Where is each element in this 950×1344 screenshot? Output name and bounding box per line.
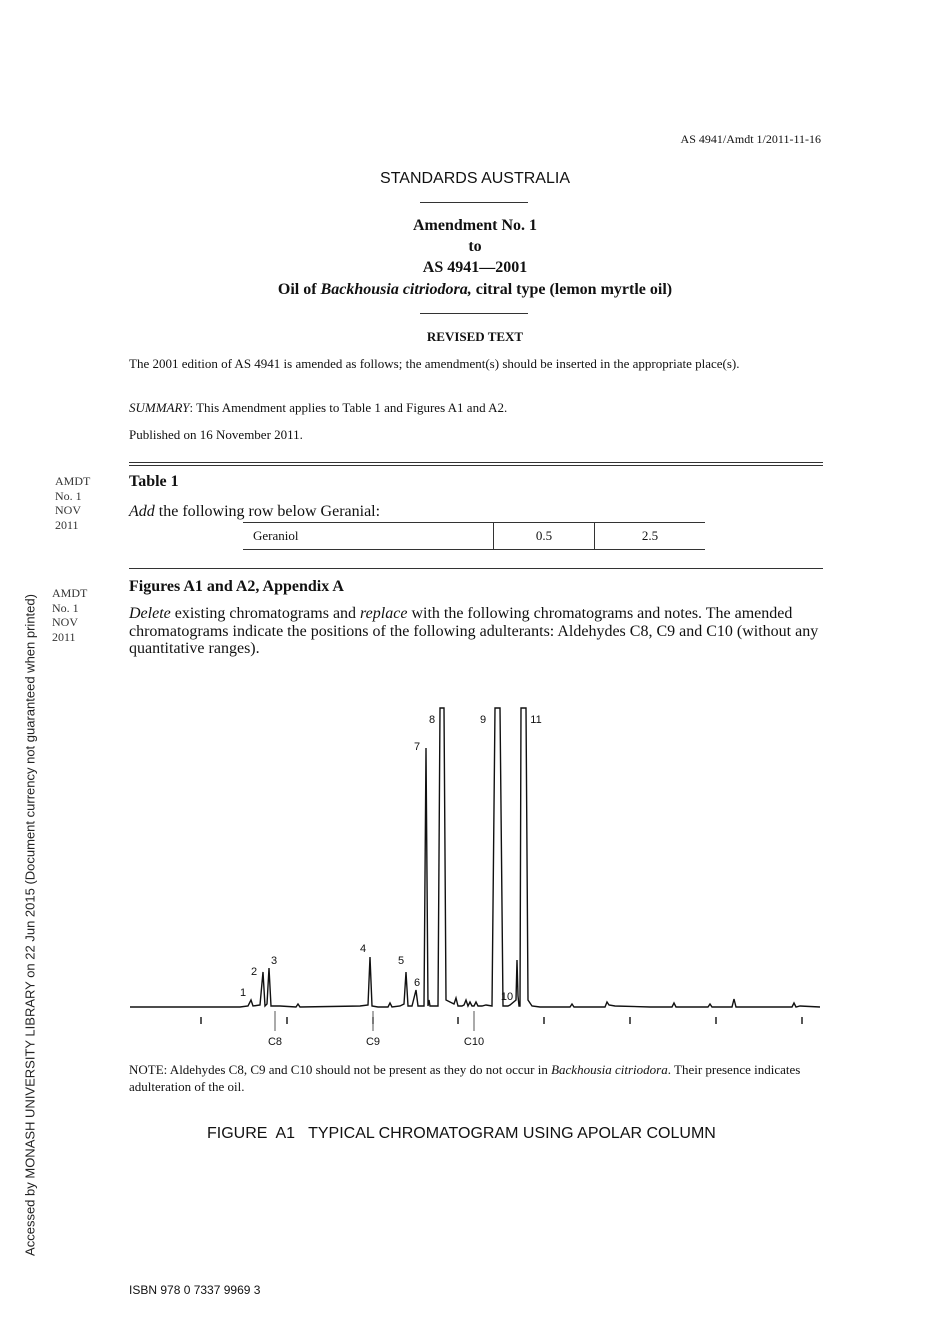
peak-label: 2 xyxy=(250,966,258,978)
marker-label-c10: C10 xyxy=(463,1036,485,1048)
margin-note-line: NOV xyxy=(52,615,78,629)
table-cell-name: Geraniol xyxy=(243,523,494,550)
revised-text-heading: REVISED TEXT xyxy=(426,329,524,344)
table-instruction xyxy=(129,503,380,521)
note-text: . Their presence indicates adulteration of the oil. xyxy=(129,1062,801,1094)
summary-text: : This Amendment applies to Table 1 and Figures A1 and A2. xyxy=(189,400,508,415)
standard-title xyxy=(0,281,950,299)
margin-note-line: AMDT xyxy=(52,586,88,600)
instruction-verb: Add xyxy=(129,503,155,520)
amendment-to: to xyxy=(468,238,482,255)
figures-section-heading: Figures A1 and A2, Appendix A xyxy=(129,578,344,595)
chromatogram-chart xyxy=(120,700,830,1055)
table-row xyxy=(243,523,705,550)
note-text: NOTE: Aldehydes C8, C9 and C10 should not be present as they do not occur in xyxy=(129,1062,552,1077)
peak-label: 11 xyxy=(530,714,542,726)
isbn: ISBN 978 0 7337 9969 3 xyxy=(129,1283,261,1297)
table-section-heading: Table 1 xyxy=(129,473,179,490)
peak-label: 10 xyxy=(500,991,514,1003)
section-double-rule-bottom xyxy=(129,465,823,466)
axis-ticks xyxy=(201,1017,802,1024)
organisation-name: STANDARDS AUSTRALIA xyxy=(380,170,570,187)
amendment-title: Amendment No. 1 xyxy=(413,217,537,234)
table-cell-max: 2.5 xyxy=(595,523,706,550)
marker-label-c9: C9 xyxy=(365,1036,381,1048)
margin-note-line: 2011 xyxy=(52,629,76,644)
divider xyxy=(420,202,528,203)
margin-note-line: No. 1 xyxy=(52,600,79,615)
peak-label: 8 xyxy=(428,714,436,726)
amendment-margin-note xyxy=(52,586,87,644)
access-watermark: Accessed by MONASH UNIVERSITY LIBRARY on 22 Jun 2015 (Document currency not guaranteed when printed) xyxy=(22,594,38,1256)
instruction-text: existing chromatograms and xyxy=(170,605,361,622)
peak-label: 6 xyxy=(413,977,421,989)
geraniol-row-table xyxy=(243,522,705,550)
margin-note-line: AMDT xyxy=(55,474,91,488)
title-pre: Oil of xyxy=(277,281,321,298)
marker-label-c8: C8 xyxy=(267,1036,283,1048)
note-species: Backhousia citriodora xyxy=(551,1062,668,1077)
figures-instruction xyxy=(129,605,821,658)
intro-paragraph: The 2001 edition of AS 4941 is amended as follows; the amendment(s) should be inserted in the appropriate place(s). xyxy=(129,356,740,371)
figure-caption: FIGURE A1 TYPICAL CHROMATOGRAM USING APOLAR COLUMN xyxy=(207,1125,716,1142)
summary-label: SUMMARY xyxy=(129,400,190,415)
peak-label: 9 xyxy=(479,714,487,726)
chromatogram-trace xyxy=(130,708,820,1007)
margin-note-line: NOV xyxy=(55,503,81,517)
peak-label: 7 xyxy=(413,741,421,753)
divider xyxy=(420,313,528,314)
section-divider xyxy=(129,568,823,569)
table-cell-min: 0.5 xyxy=(494,523,595,550)
figure-note xyxy=(129,1061,823,1095)
title-species: Backhousia citriodora, xyxy=(320,281,472,298)
section-double-rule-top xyxy=(129,462,823,463)
title-post: citral type (lemon myrtle oil) xyxy=(471,281,673,298)
adulterant-markers xyxy=(275,1011,474,1031)
instruction-text: with the following chromatograms and notes. The amended chromatograms indicate the positions of the following adulterants: Aldehydes C8, C9 and C10 (without any quantitative ranges). xyxy=(129,605,819,657)
document-reference: AS 4941/Amdt 1/2011-11-16 xyxy=(680,132,821,146)
amendment-margin-note xyxy=(55,474,90,532)
peak-label: 4 xyxy=(359,943,367,955)
peak-label: 5 xyxy=(397,955,405,967)
instruction-rest: the following row below Geranial: xyxy=(154,503,381,520)
instruction-replace: replace xyxy=(360,605,408,622)
summary-paragraph xyxy=(129,400,507,416)
standard-number: AS 4941—2001 xyxy=(422,259,528,276)
instruction-delete: Delete xyxy=(129,605,171,622)
published-date: Published on 16 November 2011. xyxy=(129,427,303,442)
peak-label: 3 xyxy=(270,955,278,967)
peak-label: 1 xyxy=(239,987,247,999)
margin-note-line: 2011 xyxy=(55,517,79,532)
margin-note-line: No. 1 xyxy=(55,488,82,503)
